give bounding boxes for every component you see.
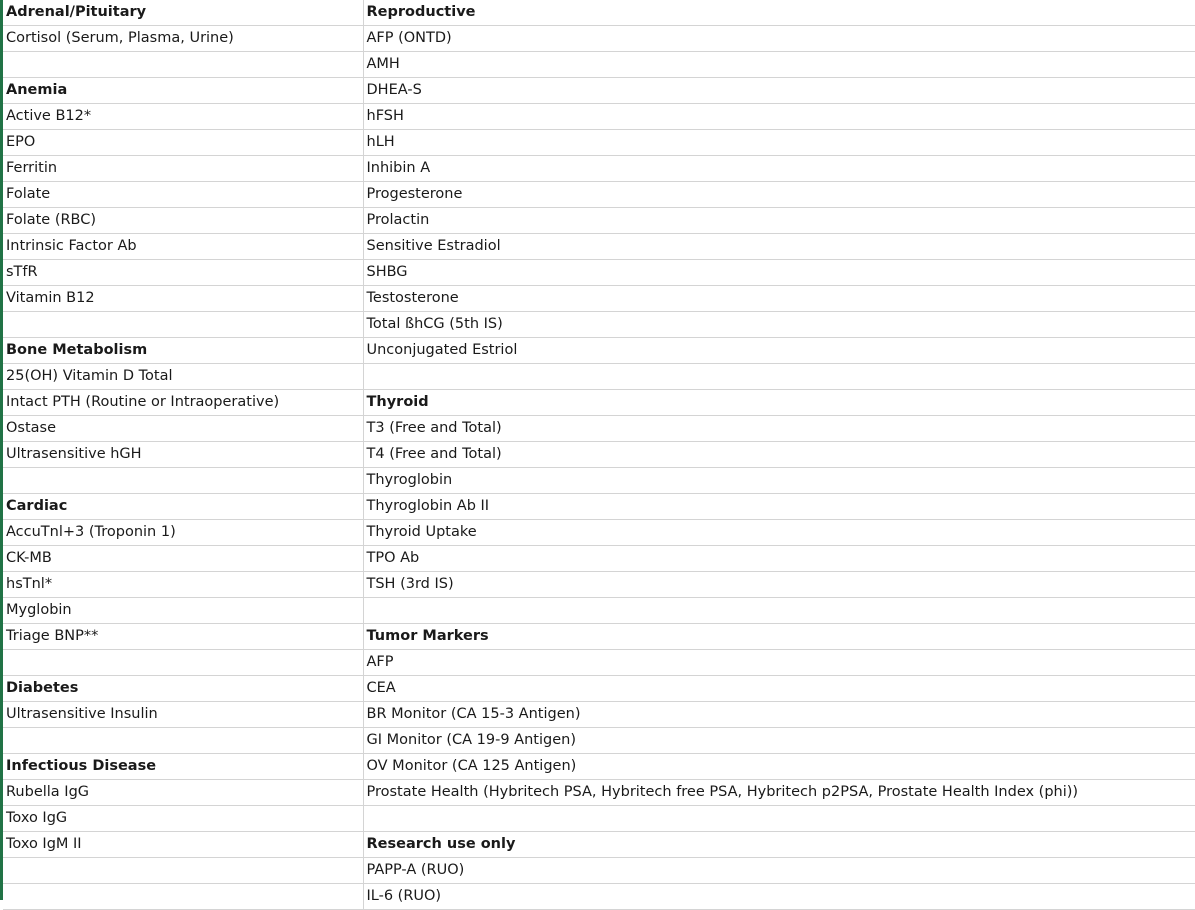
test-name-cell[interactable]: Toxo IgM II (3, 832, 363, 858)
empty-cell[interactable] (363, 364, 1195, 390)
category-heading-cell[interactable]: Bone Metabolism (3, 338, 363, 364)
test-name-cell[interactable]: Thyroglobin Ab II (363, 494, 1195, 520)
table-row (3, 260, 1195, 286)
table-row (3, 0, 1195, 26)
test-name-cell[interactable]: CEA (363, 676, 1195, 702)
test-name-cell[interactable]: TSH (3rd IS) (363, 572, 1195, 598)
test-name-cell[interactable]: CK-MB (3, 546, 363, 572)
test-name-cell[interactable]: Thyroid Uptake (363, 520, 1195, 546)
category-heading-cell[interactable]: Tumor Markers (363, 624, 1195, 650)
table-row (3, 338, 1195, 364)
table-row (3, 416, 1195, 442)
category-heading-cell[interactable]: Infectious Disease (3, 754, 363, 780)
table-row (3, 286, 1195, 312)
test-name-cell[interactable]: Ferritin (3, 156, 363, 182)
test-name-cell[interactable]: Unconjugated Estriol (363, 338, 1195, 364)
test-name-cell[interactable]: hFSH (363, 104, 1195, 130)
empty-cell[interactable] (363, 598, 1195, 624)
table-row (3, 572, 1195, 598)
empty-cell[interactable] (3, 468, 363, 494)
test-name-cell[interactable]: Folate (3, 182, 363, 208)
test-name-cell[interactable]: AMH (363, 52, 1195, 78)
empty-cell[interactable] (3, 884, 363, 910)
test-name-cell[interactable]: BR Monitor (CA 15-3 Antigen) (363, 702, 1195, 728)
table-row (3, 442, 1195, 468)
test-name-cell[interactable]: Vitamin B12 (3, 286, 363, 312)
table-row (3, 650, 1195, 676)
test-name-cell[interactable]: EPO (3, 130, 363, 156)
empty-cell[interactable] (3, 312, 363, 338)
test-name-cell[interactable]: Sensitive Estradiol (363, 234, 1195, 260)
test-name-cell[interactable]: Thyroglobin (363, 468, 1195, 494)
empty-cell[interactable] (3, 650, 363, 676)
test-name-cell[interactable]: Active B12* (3, 104, 363, 130)
table-row (3, 832, 1195, 858)
spreadsheet-grid (3, 0, 1195, 910)
test-name-cell[interactable]: Intact PTH (Routine or Intraoperative) (3, 390, 363, 416)
table-row (3, 754, 1195, 780)
table-row (3, 208, 1195, 234)
table-row (3, 702, 1195, 728)
table-row (3, 234, 1195, 260)
table-row (3, 858, 1195, 884)
table-row (3, 468, 1195, 494)
category-heading-cell[interactable]: Research use only (363, 832, 1195, 858)
table-row (3, 624, 1195, 650)
test-name-cell[interactable]: Ultrasensitive Insulin (3, 702, 363, 728)
category-heading-cell[interactable]: Anemia (3, 78, 363, 104)
test-name-cell[interactable]: sTfR (3, 260, 363, 286)
table-row (3, 364, 1195, 390)
test-name-cell[interactable]: Progesterone (363, 182, 1195, 208)
table-row (3, 520, 1195, 546)
test-name-cell[interactable]: AFP (ONTD) (363, 26, 1195, 52)
test-name-cell[interactable]: T4 (Free and Total) (363, 442, 1195, 468)
category-heading-cell[interactable]: Thyroid (363, 390, 1195, 416)
empty-cell[interactable] (363, 806, 1195, 832)
table-row (3, 884, 1195, 910)
table-row (3, 494, 1195, 520)
category-heading-cell[interactable]: Cardiac (3, 494, 363, 520)
test-name-cell[interactable]: 25(OH) Vitamin D Total (3, 364, 363, 390)
table-row (3, 780, 1195, 806)
test-name-cell[interactable]: Triage BNP** (3, 624, 363, 650)
test-name-cell[interactable]: Prolactin (363, 208, 1195, 234)
test-name-cell[interactable]: Cortisol (Serum, Plasma, Urine) (3, 26, 363, 52)
table-row (3, 546, 1195, 572)
table-row (3, 390, 1195, 416)
table-row (3, 598, 1195, 624)
test-name-cell[interactable]: AccuTnl+3 (Troponin 1) (3, 520, 363, 546)
test-name-cell[interactable]: Ostase (3, 416, 363, 442)
category-heading-cell[interactable]: Diabetes (3, 676, 363, 702)
table-row (3, 806, 1195, 832)
test-name-cell[interactable]: Toxo IgG (3, 806, 363, 832)
test-name-cell[interactable]: hsTnl* (3, 572, 363, 598)
test-name-cell[interactable]: Prostate Health (Hybritech PSA, Hybritech free PSA, Hybritech p2PSA, Prostate Health Index (phi)) (363, 780, 1195, 806)
test-name-cell[interactable]: T3 (Free and Total) (363, 416, 1195, 442)
category-heading-cell[interactable]: Adrenal/Pituitary (3, 0, 363, 26)
empty-cell[interactable] (3, 52, 363, 78)
table-row (3, 78, 1195, 104)
test-name-cell[interactable]: Intrinsic Factor Ab (3, 234, 363, 260)
test-name-cell[interactable]: Folate (RBC) (3, 208, 363, 234)
table-row (3, 728, 1195, 754)
test-name-cell[interactable]: hLH (363, 130, 1195, 156)
table-row (3, 52, 1195, 78)
test-name-cell[interactable]: PAPP-A (RUO) (363, 858, 1195, 884)
test-name-cell[interactable]: DHEA-S (363, 78, 1195, 104)
test-name-cell[interactable]: Myglobin (3, 598, 363, 624)
table-row (3, 156, 1195, 182)
test-name-cell[interactable]: SHBG (363, 260, 1195, 286)
empty-cell[interactable] (3, 728, 363, 754)
category-heading-cell[interactable]: Reproductive (363, 0, 1195, 26)
table-row (3, 130, 1195, 156)
table-row (3, 26, 1195, 52)
table-row (3, 182, 1195, 208)
table-row (3, 312, 1195, 338)
spreadsheet-body (3, 0, 1195, 910)
table-row (3, 104, 1195, 130)
test-name-cell[interactable]: Inhibin A (363, 156, 1195, 182)
test-name-cell[interactable]: AFP (363, 650, 1195, 676)
test-name-cell[interactable]: Testosterone (363, 286, 1195, 312)
table-row (3, 676, 1195, 702)
test-name-cell[interactable]: IL-6 (RUO) (363, 884, 1195, 910)
test-name-cell[interactable]: Total ßhCG (5th IS) (363, 312, 1195, 338)
test-name-cell[interactable]: OV Monitor (CA 125 Antigen) (363, 754, 1195, 780)
test-name-cell[interactable]: Rubella IgG (3, 780, 363, 806)
empty-cell[interactable] (3, 858, 363, 884)
test-name-cell[interactable]: TPO Ab (363, 546, 1195, 572)
test-name-cell[interactable]: GI Monitor (CA 19-9 Antigen) (363, 728, 1195, 754)
test-name-cell[interactable]: Ultrasensitive hGH (3, 442, 363, 468)
